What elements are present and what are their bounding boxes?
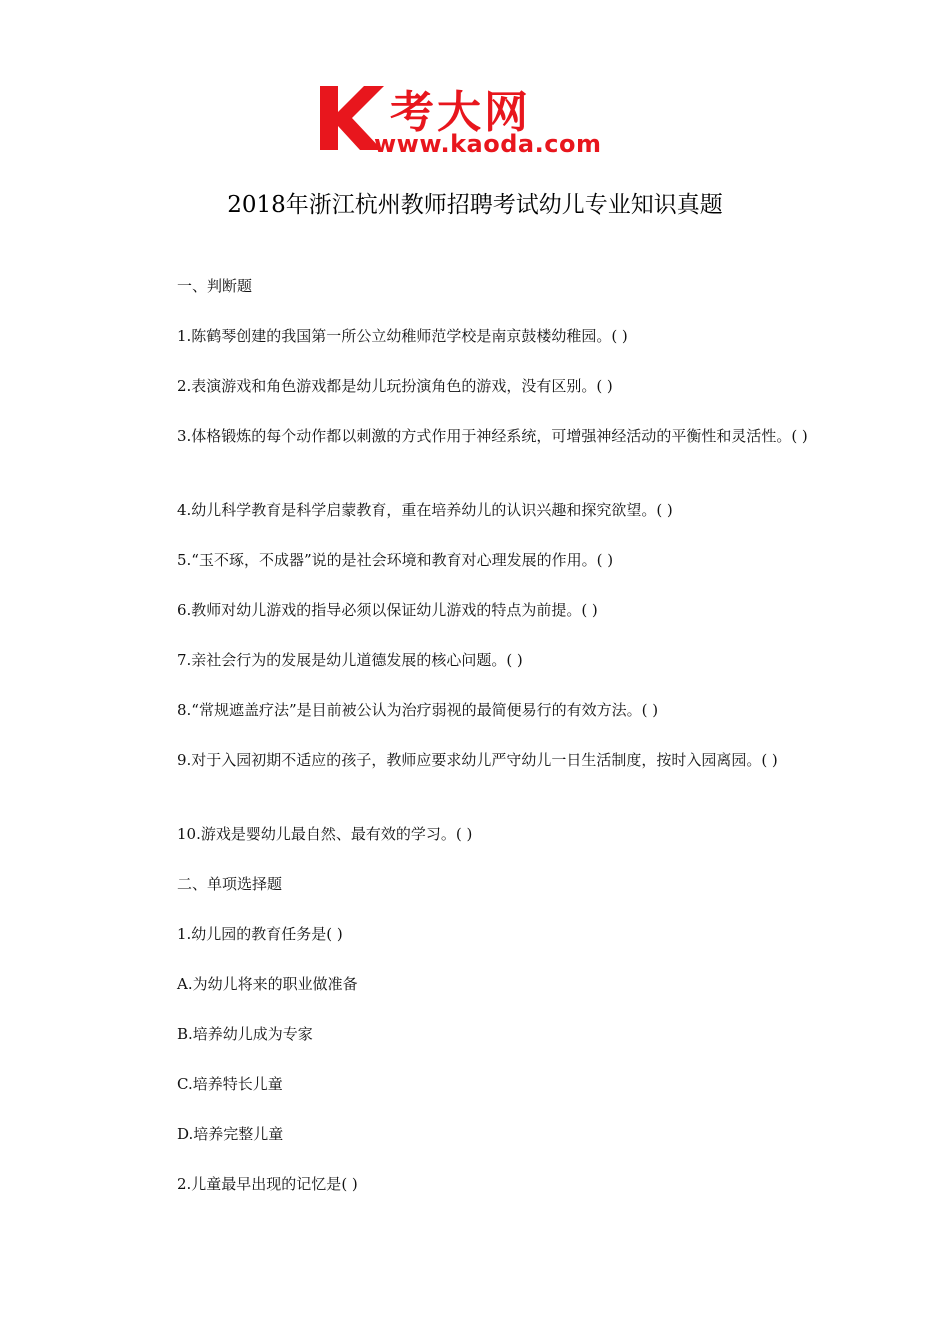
choice-option-b: B.培养幼儿成为专家 xyxy=(177,1025,313,1043)
logo-cn-text: 考大网 xyxy=(390,87,531,138)
judgement-item-3: 3.体格锻炼的每个动作都以刺激的方式作用于神经系统，可增强神经活动的平衡性和灵活性。( ) xyxy=(177,427,808,445)
judgement-item-9: 9.对于入园初期不适应的孩子，教师应要求幼儿严守幼儿一日生活制度，按时入园离园。( ) xyxy=(177,751,778,769)
kaoda-logo xyxy=(318,82,638,162)
judgement-item-1: 1.陈鹤琴创建的我国第一所公立幼稚师范学校是南京鼓楼幼稚园。( ) xyxy=(177,327,628,345)
judgement-item-10: 10.游戏是婴幼儿最自然、最有效的学习。( ) xyxy=(177,825,473,843)
choice-option-d: D.培养完整儿童 xyxy=(177,1125,284,1143)
choice-question-2: 2.儿童最早出现的记忆是( ) xyxy=(177,1175,358,1193)
judgement-item-5: 5.“玉不琢，不成器”说的是社会环境和教育对心理发展的作用。( ) xyxy=(177,551,614,569)
choice-option-a: A.为幼儿将来的职业做准备 xyxy=(177,975,358,993)
judgement-item-2: 2.表演游戏和角色游戏都是幼儿玩扮演角色的游戏，没有区别。( ) xyxy=(177,377,613,395)
choice-option-c: C.培养特长儿童 xyxy=(177,1075,283,1093)
judgement-item-8: 8.“常规遮盖疗法”是目前被公认为治疗弱视的最简便易行的有效方法。( ) xyxy=(177,701,659,719)
judgement-item-4: 4.幼儿科学教育是科学启蒙教育，重在培养幼儿的认识兴趣和探究欲望。( ) xyxy=(177,501,673,519)
judgement-item-6: 6.教师对幼儿游戏的指导必须以保证幼儿游戏的特点为前提。( ) xyxy=(177,601,598,619)
section-heading-judgement: 一、判断题 xyxy=(177,277,253,295)
judgement-item-7: 7.亲社会行为的发展是幼儿道德发展的核心问题。( ) xyxy=(177,651,523,669)
logo-url-text: www.kaoda.com xyxy=(374,130,602,158)
section-heading-choice: 二、单项选择题 xyxy=(177,875,283,893)
document-title: 2018年浙江杭州教师招聘考试幼儿专业知识真题 xyxy=(227,192,723,218)
choice-question-1: 1.幼儿园的教育任务是( ) xyxy=(177,925,343,943)
